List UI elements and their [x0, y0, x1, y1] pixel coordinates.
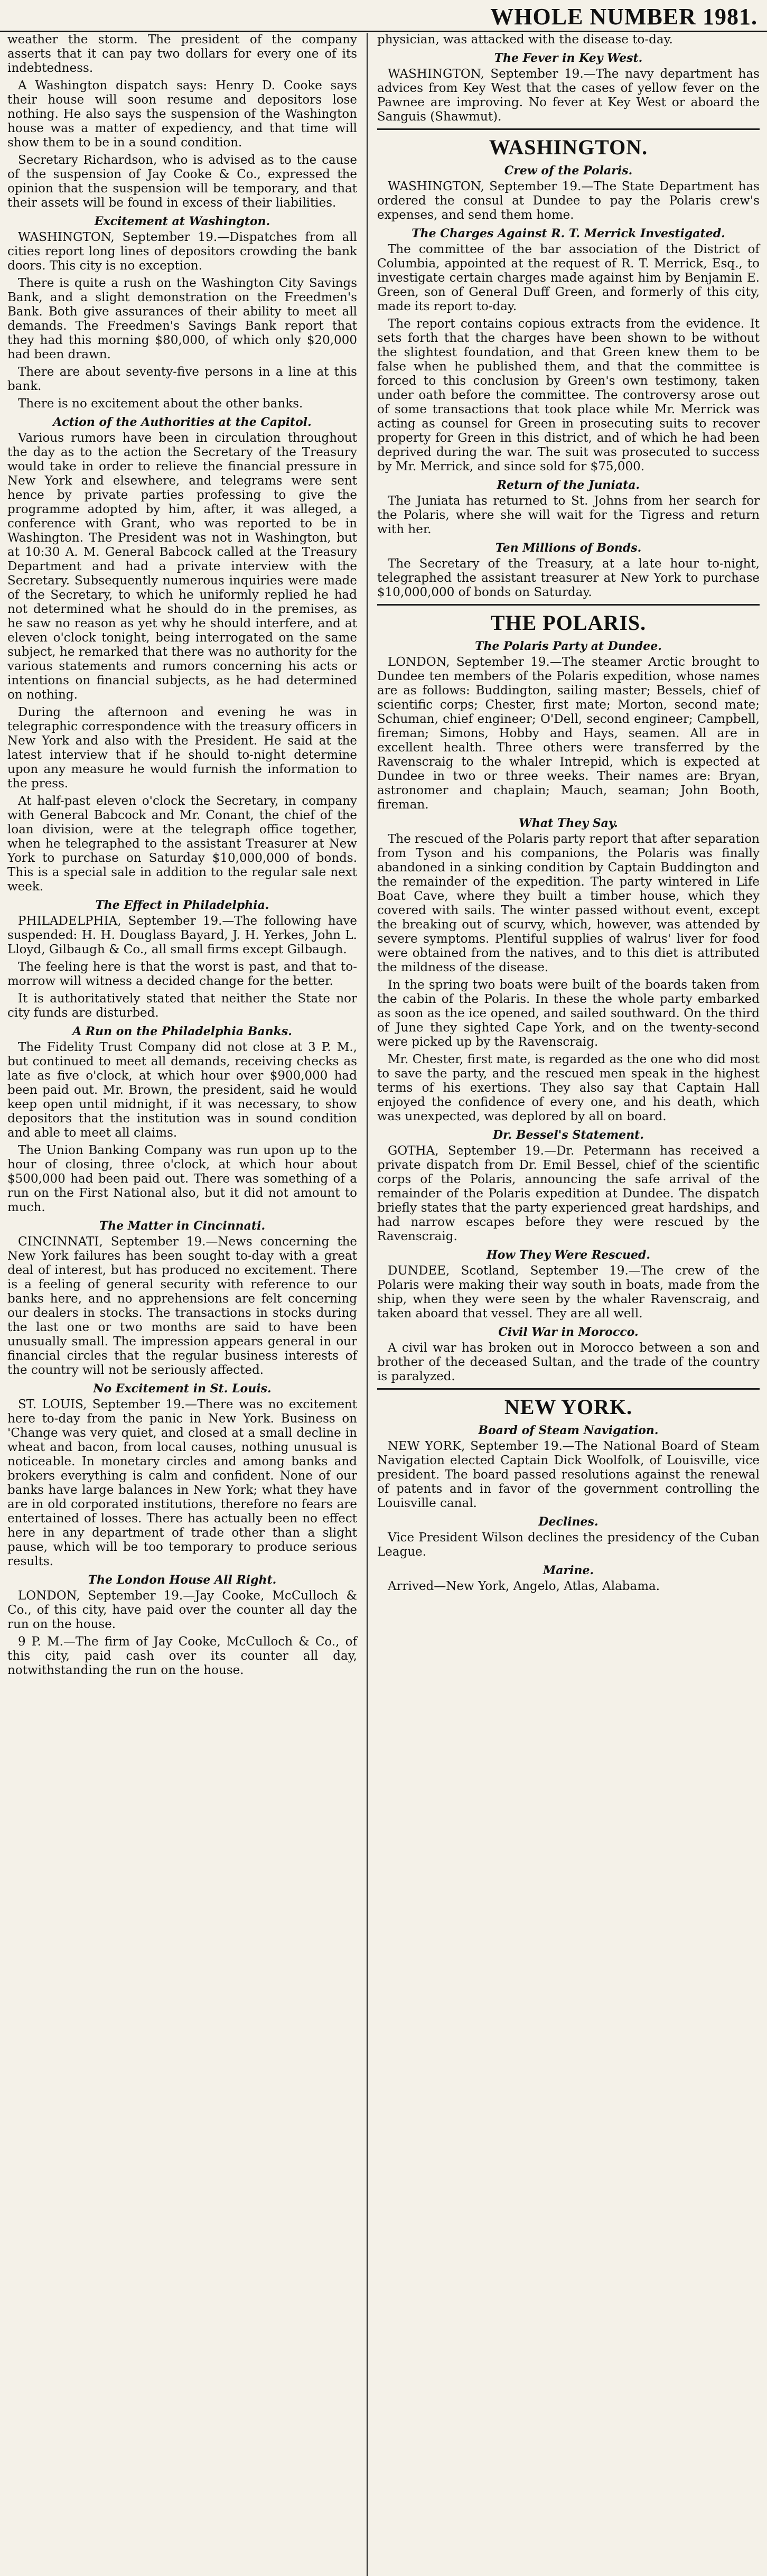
article-paragraph: WASHINGTON, September 19.—The navy department has advices from Key West that the cases of yellow fever on the Pawnee are improving. No fever at Key West or aboard the Sanguis (Shawmut). [377, 67, 760, 124]
article-paragraph: Mr. Chester, first mate, is regarded as the one who did most to save the party, and the rescued men speak in the highest terms of his exertions. They also say that Captain Hall enjoyed the confidence of every one, and his death, which was unexpected, was deplored by all on board. [377, 1053, 760, 1123]
article-paragraph: NEW YORK, September 19.—The National Board of Steam Navigation elected Captain Dick Woolfolk, of Louisville, vice president. The board passed resolutions against the renewal of patents and in favor of the government controlling the Louisville canal. [377, 1439, 760, 1510]
article-paragraph: Secretary Richardson, who is advised as to the cause of the suspension of Jay Cooke & Co., expressed the opinion that the suspension will be temporary, and that their assets will be found in excess of their liabilities. [7, 153, 357, 210]
article-paragraph: LONDON, September 19.—The steamer Arctic brought to Dundee ten members of the Polaris expedition, whose names are as follows: Buddington, sailing master; Bessels, chief of scientific corps; Chester, first mate; Morton, second mate; Schuman, chief engineer; O'Dell, second engineer; Campbell, fireman; Simons, Hobby and Hays, seamen. All are in excellent health. Three others were transferred by the Ravenscraig to the whaler Intrepid, which is expected at Dundee in two or three weeks. Their names are: Bryan, astronomer and chaplain; Mauch, seaman; John Booth, fireman. [377, 655, 760, 812]
section-divider [377, 128, 760, 130]
article-headline: The Polaris Party at Dundee. [475, 639, 662, 653]
article-paragraph: The Secretary of the Treasury, at a late hour to-night, telegraphed the assistant treasurer at New York to purchase $10,000,000 of bonds on Saturday. [377, 557, 760, 599]
article-paragraph: ST. LOUIS, September 19.—There was no excitement here to-day from the panic in New York. Business on 'Change was very quiet, and closed at a small decline in wheat and bacon, from local causes, nothing unusual is noticeable. In monetary circles and among banks and brokers everything is calm and confident. None of our banks have large balances in New York; what they have are in old corporated institutions, therefore no fears are entertained of losses. There has actually been no effect here in any department of trade other than a slight pause, which will be too temporary to produce serious results. [7, 1398, 357, 1568]
article-headline: Excitement at Washington. [94, 215, 270, 228]
article-paragraph: WASHINGTON, September 19.—Dispatches from all cities report long lines of depositors crowding the bank doors. This city is no exception. [7, 230, 357, 273]
article-paragraph: DUNDEE, Scotland, September 19.—The crew of the Polaris were making their way south in boats, made from the ship, when they were seen by the whaler Ravenscraig, and taken aboard that vessel. They are all well. [377, 1264, 760, 1320]
article-paragraph: physician, was attacked with the disease to-day. [377, 33, 673, 47]
article-headline: The Fever in Key West. [494, 51, 643, 65]
article-headline: The Charges Against R. T. Merrick Investigated. [411, 227, 725, 240]
section-heading: NEW YORK. [504, 1395, 633, 1419]
article-paragraph: The report contains copious extracts from the evidence. It sets forth that the charges have been shown to be without the slightest foundation, and that Green knew them to be false when he published them, and that the committee is forced to this conclusion by Green's own testimony, taken under oath before the committee. The controversy arose out of some transactions that took place while Mr. Merrick was acting as counsel for Green in prosecuting suits to recover property for Green in this district, and of which he had been deprived during the war. The suit was prosecuted to success by Mr. Merrick, and since sold for $75,000. [377, 317, 760, 473]
right-column [370, 33, 767, 2576]
article-paragraph: CINCINNATI, September 19.—News concerning the New York failures has been sought to-day with a great deal of interest, but has produced no excitement. There is a feeling of general security with reference to our banks here, and no apprehensions are felt concerning our dealers in stocks. The transactions in stocks during the last one or two months are said to have been unusually small. The impression appears general in our financial circles that the regular business interests of the country will not be seriously affected. [7, 1235, 357, 1377]
article-paragraph: WASHINGTON, September 19.—The State Department has ordered the consul at Dundee to pay the Polaris crew's expenses, and send them home. [377, 180, 760, 222]
article-paragraph: PHILADELPHIA, September 19.—The following have suspended: H. H. Douglass Bayard, J. H. Yerkes, John L. Lloyd, Gilbaugh & Co., all small firms except Gilbaugh. [7, 914, 357, 956]
section-heading: WASHINGTON. [489, 135, 648, 159]
article-headline: Marine. [542, 1564, 594, 1577]
article-headline: A Run on the Philadelphia Banks. [72, 1025, 292, 1038]
article-headline: No Excitement in St. Louis. [93, 1382, 272, 1396]
article-headline: The Matter in Cincinnati. [99, 1219, 266, 1233]
article-paragraph: A Washington dispatch says: Henry D. Cooke says their house will soon resume and depositors lose nothing. He also says the suspension of the Washington house was a matter of expediency, and that time will show them to be in a sound condition. [7, 79, 357, 150]
left-column [0, 33, 364, 2576]
article-headline: How They Were Rescued. [486, 1248, 651, 1262]
article-headline: Return of the Juniata. [497, 478, 640, 492]
article-paragraph: 9 P. M.—The firm of Jay Cooke, McCulloch & Co., of this city, paid cash over its counter all day, notwithstanding the run on the house. [7, 1635, 357, 1677]
article-paragraph: At half-past eleven o'clock the Secretary, in company with General Babcock and Mr. Conant, the chief of the loan division, were at the telegraph office together, when he telegraphed to the assistant Treasurer at New York to purchase on Saturday $10,000,000 of bonds. This is a special sale in addition to the regular sale next week. [7, 794, 357, 894]
article-headline: Action of the Authorities at the Capitol. [53, 415, 312, 429]
article-paragraph: A civil war has broken out in Morocco between a son and brother of the deceased Sultan, and the trade of the country is paralyzed. [377, 1341, 760, 1383]
article-headline: Civil War in Morocco. [498, 1325, 639, 1339]
section-divider [377, 604, 760, 606]
article-paragraph: The Juniata has returned to St. Johns from her search for the Polaris, where she will wait for the Tigress and return with her. [377, 494, 760, 536]
article-paragraph: The committee of the bar association of the District of Columbia, appointed at the request of R. T. Merrick, Esq., to investigate certain charges made against him by Benjamin E. Green, son of General Duff Green, and formerly of this city, made its report to-day. [377, 243, 760, 313]
article-paragraph: Vice President Wilson declines the presidency of the Cuban League. [377, 1531, 760, 1559]
column-rule [367, 33, 368, 2576]
article-paragraph: LONDON, September 19.—Jay Cooke, McCulloch & Co., of this city, have paid over the counter all day the run on the house. [7, 1589, 357, 1631]
article-paragraph: The Union Banking Company was run upon up to the hour of closing, three o'clock, at which hour about $500,000 had been paid out. There was something of a run on the First National also, but it did not amount to much. [7, 1143, 357, 1214]
article-paragraph: There are about seventy-five persons in a line at this bank. [7, 365, 357, 393]
article-paragraph: In the spring two boats were built of the boards taken from the cabin of the Polaris. In these the whole party embarked as soon as the ice opened, and sailed southward. On the third of June they sighted Cape York, and on the twenty-second were picked up by the Ravenscraig. [377, 978, 760, 1049]
masthead [0, 0, 767, 32]
article-paragraph: There is no excitement about the other banks. [18, 397, 303, 411]
section-heading: THE POLARIS. [490, 611, 647, 635]
article-headline: Crew of the Polaris. [504, 164, 633, 178]
article-headline: Ten Millions of Bonds. [495, 541, 642, 555]
article-paragraph: weather the storm. The president of the company asserts that it can pay two dollars for every one of its indebtedness. [7, 33, 357, 75]
article-headline: The London House All Right. [88, 1573, 277, 1587]
article-paragraph: The feeling here is that the worst is past, and that to-morrow will witness a decided change for the better. [7, 960, 357, 988]
article-paragraph: There is quite a rush on the Washington City Savings Bank, and a slight demonstration on the Freedmen's Bank. Both give assurances of their ability to meet all demands. The Freedmen's Savings Bank report that they had this morning $80,000, of which only $20,000 had been drawn. [7, 276, 357, 361]
article-paragraph: During the afternoon and evening he was in telegraphic correspondence with the treasury officers in New York and also with the President. He said at the latest interview that if he should to-night determine upon any measure he would furnish the information to the press. [7, 705, 357, 791]
section-divider [377, 1388, 760, 1390]
article-paragraph: Arrived—New York, Angelo, Atlas, Alabama. [388, 1579, 660, 1593]
article-headline: What They Say. [519, 816, 618, 830]
article-paragraph: GOTHA, September 19.—Dr. Petermann has received a private dispatch from Dr. Emil Bessel, chief of the scientific corps of the Polaris, announcing the safe arrival of the remainder of the Polaris expedition at Dundee. The dispatch briefly states that the party experienced great hardships, and had narrow escapes before they were rescued by the Ravenscraig. [377, 1144, 760, 1243]
article-headline: Dr. Bessel's Statement. [492, 1128, 644, 1142]
article-headline: Board of Steam Navigation. [478, 1424, 659, 1437]
article-paragraph: The Fidelity Trust Company did not close at 3 P. M., but continued to meet all demands, receiving checks as late as five o'clock, at which hour over $900,000 had been paid out. Mr. Brown, the president, said he would keep open until midnight, if it was necessary, to show depositors that the institution was in sound condition and able to meet all claims. [7, 1040, 357, 1140]
article-headline: The Effect in Philadelphia. [95, 898, 269, 912]
article-paragraph: The rescued of the Polaris party report that after separation from Tyson and his companions, the Polaris was finally abandoned in a sinking condition by Captain Buddington and the remainder of the expedition. The party wintered in Life Boat Cave, where they built a timber house, which they covered with sails. The winter passed without event, except the breaking out of scurvy, which, however, was attended by severe symptoms. Plentiful supplies of walrus' liver for food were obtained from the natives, and to this diet is attributed the mildness of the disease. [377, 832, 760, 974]
masthead-title: WHOLE NUMBER 1981. [490, 4, 757, 30]
article-paragraph: It is authoritatively stated that neither the State nor city funds are disturbed. [7, 992, 357, 1020]
article-paragraph: Various rumors have been in circulation throughout the day as to the action the Secretary of the Treasury would take in order to relieve the financial pressure in New York and elsewhere, and telegrams were sent hence by private parties professing to give the programme adopted by him, after, it was alleged, a conference with Grant, who was reported to be in Washington. The President was not in Washington, but at 10:30 A. M. General Babcock called at the Treasury Department and had a private interview with the Secretary. Subsequently numerous inquiries were made of the Secretary, to which he uniformly replied he had not determined what he should do in the premises, as he saw no reason as yet why he should interfere, and at eleven o'clock tonight, being interrogated on the same subject, he remarked that there was no authority for the various statements and rumors concerning his acts or intentions on financial subjects, as he had determined on nothing. [7, 431, 357, 702]
article-headline: Declines. [538, 1515, 598, 1529]
